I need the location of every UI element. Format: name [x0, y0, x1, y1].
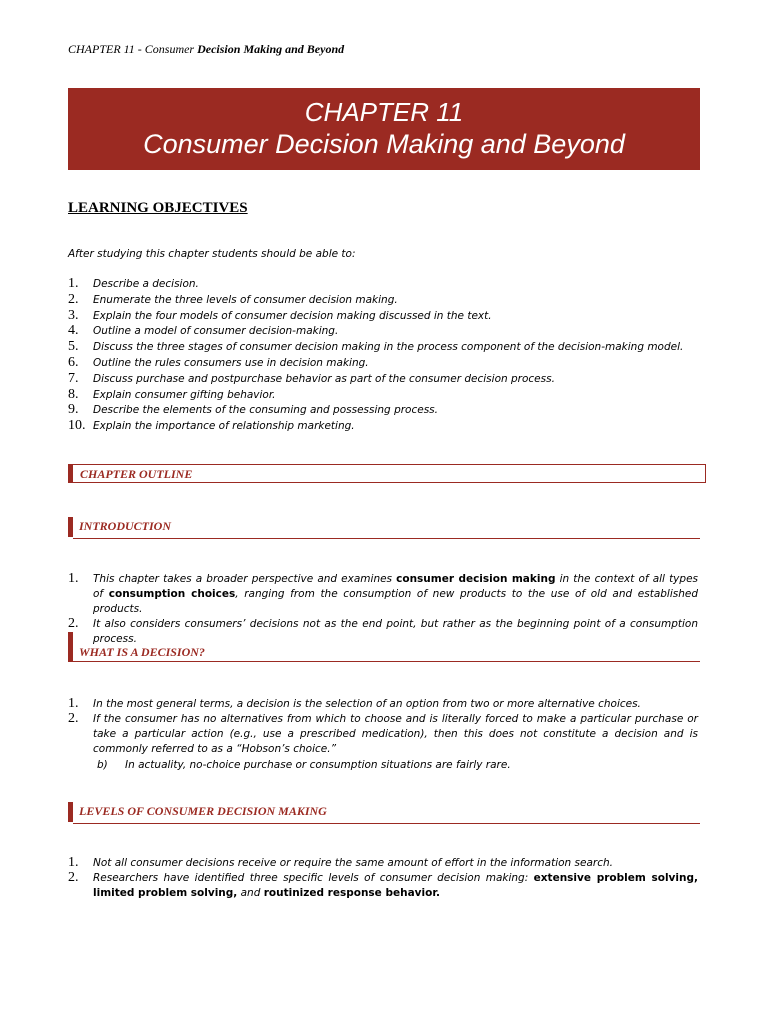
decision-list — [68, 697, 698, 757]
objective-text: Explain the four models of consumer decision making discussed in the text. — [93, 309, 492, 322]
section-chapter-outline — [68, 464, 706, 483]
item-bold-text: consumer decision making — [396, 573, 556, 585]
item-text: and — [237, 887, 264, 899]
list-item — [68, 572, 698, 617]
list-number: 1. — [68, 571, 79, 586]
sub-item-letter: b) — [97, 759, 108, 771]
section-title: CHAPTER OUTLINE — [80, 467, 193, 481]
item-bold-text: extensive problem solving, limited problem solving, — [93, 872, 698, 899]
learning-objectives-title: LEARNING OBJECTIVES — [68, 200, 248, 216]
running-head — [68, 42, 344, 57]
list-item — [68, 856, 698, 871]
objective-text: Enumerate the three levels of consumer decision making. — [93, 293, 398, 306]
chapter-banner — [68, 88, 700, 170]
objectives-list — [68, 277, 683, 435]
list-number: 2. — [68, 711, 79, 726]
item-text: It also considers consumers’ decisions not as the end point, but rather as the beginning point of a consumption process. — [93, 618, 698, 645]
section-rule — [73, 661, 700, 662]
section-marker — [68, 517, 73, 537]
list-number: 1. — [68, 276, 79, 291]
list-number: 5. — [68, 339, 79, 355]
levels-list — [68, 856, 698, 901]
banner-chapter-title: Consumer Decision Making and Beyond — [143, 129, 625, 159]
item-bold-text: routinized response behavior. — [263, 887, 440, 899]
objective-item — [68, 372, 683, 388]
list-number: 2. — [68, 291, 79, 307]
running-head-prefix: CHAPTER 11 - Consumer — [68, 42, 198, 56]
list-item — [68, 712, 698, 757]
list-item — [68, 871, 698, 901]
objective-text: Outline a model of consumer decision-making. — [93, 325, 339, 338]
item-text: This chapter takes a broader perspective and examines — [93, 573, 397, 585]
section-introduction — [68, 517, 700, 537]
objective-item — [68, 388, 683, 404]
list-number: 8. — [68, 386, 79, 402]
section-marker — [68, 632, 73, 662]
objective-item — [68, 277, 683, 293]
objective-text: Outline the rules consumers use in decision making. — [93, 356, 369, 369]
item-text: Not all consumer decisions receive or require the same amount of effort in the information search. — [93, 857, 613, 869]
objective-text: Explain consumer gifting behavior. — [93, 388, 276, 401]
section-what-is-a-decision — [68, 634, 700, 659]
objective-item — [68, 340, 683, 356]
section-rule — [73, 538, 700, 539]
objective-text: Discuss purchase and postpurchase behavior as part of the consumer decision process. — [93, 372, 555, 385]
section-title: LEVELS OF CONSUMER DECISION MAKING — [79, 804, 327, 818]
banner-chapter-number: CHAPTER 11 — [304, 97, 464, 127]
objective-text: Describe the elements of the consuming and possessing process. — [93, 404, 438, 417]
section-levels — [68, 802, 700, 822]
sub-item-text: In actuality, no-choice purchase or consumption situations are fairly rare. — [125, 759, 511, 771]
item-text: , ranging from the consumption of new products to the use of old and established products. — [93, 588, 698, 615]
sub-list-item — [97, 759, 511, 771]
list-number: 2. — [68, 870, 79, 885]
list-number: 1. — [68, 855, 79, 870]
list-item — [68, 697, 698, 712]
section-marker — [68, 802, 73, 822]
objective-item — [68, 324, 683, 340]
objective-item — [68, 356, 683, 372]
objective-item — [68, 419, 683, 435]
list-number: 6. — [68, 354, 79, 370]
item-text: In the most general terms, a decision is the selection of an option from two or more alternative choices. — [93, 698, 641, 710]
section-rule — [73, 823, 700, 824]
item-bold-text: consumption choices — [108, 588, 236, 600]
learning-objectives-intro: After studying this chapter students should be able to: — [68, 248, 356, 260]
objective-text: Describe a decision. — [93, 278, 199, 290]
objective-item — [68, 293, 683, 309]
item-text: Researchers have identified three specific levels of consumer decision making: — [93, 872, 534, 884]
list-number: 1. — [68, 696, 79, 711]
objective-text: Discuss the three stages of consumer decision making in the process component of the decision-making model. — [93, 341, 684, 354]
objective-item — [68, 309, 683, 325]
list-number: 4. — [68, 323, 79, 339]
objective-text: Explain the importance of relationship marketing. — [93, 420, 355, 433]
item-text: in the context of all types of — [93, 573, 698, 600]
list-number: 7. — [68, 370, 79, 386]
objective-item — [68, 403, 683, 419]
item-text: If the consumer has no alternatives from which to choose and is literally forced to make a particular purchase or take a particular action (e.g., use a prescribed medication), then this does not constitute a decision and is commonly referred to as a “Hobson’s choice.” — [93, 713, 698, 755]
list-number: 2. — [68, 616, 79, 631]
list-number: 10. — [68, 418, 86, 434]
section-title: INTRODUCTION — [79, 519, 172, 533]
list-number: 9. — [68, 402, 79, 418]
section-marker — [68, 464, 73, 483]
section-title: WHAT IS A DECISION? — [79, 645, 205, 659]
running-head-bold: Decision Making and Beyond — [197, 42, 345, 56]
list-number: 3. — [68, 307, 79, 323]
